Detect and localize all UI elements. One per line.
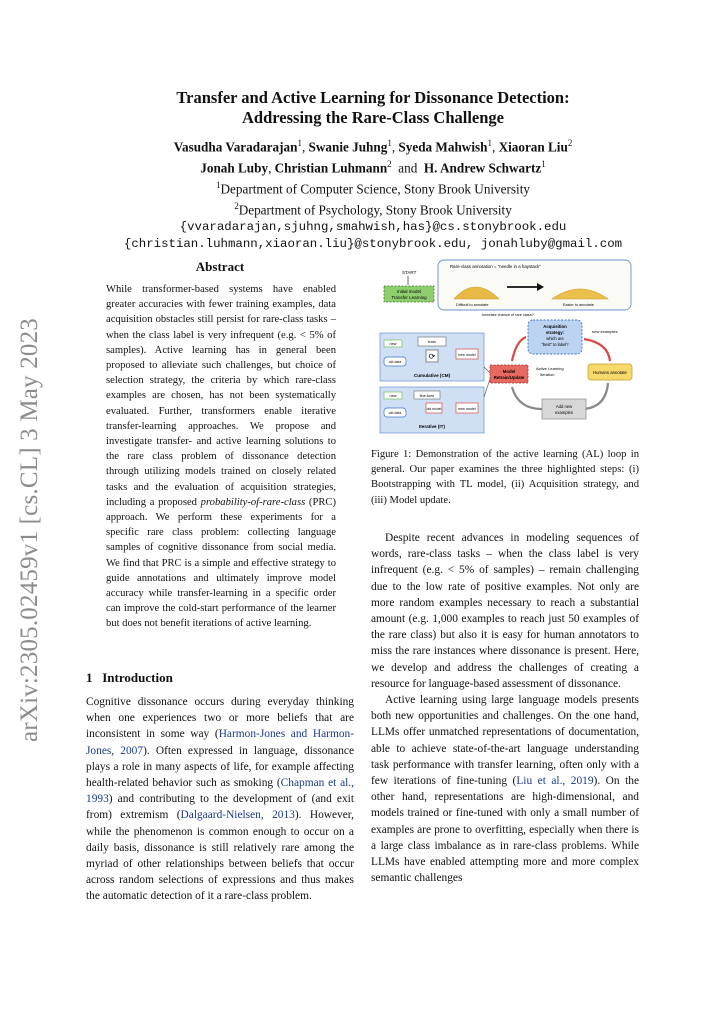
it-old-label: old data — [388, 411, 402, 415]
figure-caption: Figure 1: Demonstration of the active learning (AL) loop in general. Our paper examines the three highlighted steps: (i) Bootstrapping with TL model, (ii) Acquisition strategy, and (iii) Model update. — [371, 449, 639, 506]
arxiv-identifier: arXiv:2305.02459v1 [cs.CL] 3 May 2023 — [16, 317, 43, 743]
section-number: 1 — [86, 670, 93, 685]
author-name: Vasudha Varadarajan — [173, 139, 298, 155]
loop-arrow-top — [512, 337, 526, 361]
paper-title — [90, 88, 656, 128]
author-name: Swanie Juhng — [308, 139, 388, 155]
add-examples-box — [542, 399, 586, 419]
easier-label: Easier to annotate — [563, 303, 594, 307]
affiliation-2 — [70, 198, 676, 219]
author-name: H. Andrew Schwartz — [423, 160, 542, 176]
author-affil: 2 — [567, 138, 573, 148]
title-line-1: Transfer and Active Learning for Dissonance Detection: — [176, 88, 570, 107]
new-examples-label: new examples — [592, 329, 618, 334]
acq-label-4: “best” to label? — [541, 342, 569, 347]
abstract-heading: Abstract — [195, 259, 245, 274]
authors-line-2: Jonah Luby, Christian Luhmann$^2$ and H. Andrew Schwartz$^1$ — [200, 158, 546, 176]
cm-panel-label: Cumulative (CM) — [413, 373, 451, 378]
cm-refresh-glyph: ⟳ — [428, 352, 436, 361]
citation-link[interactable]: Dalgaard-Nielsen, 2013 — [180, 809, 295, 822]
citation-link[interactable]: Liu et al., 2019 — [516, 775, 594, 788]
acq-label-3: which are — [546, 336, 564, 341]
citation-link[interactable]: Harmon-Jones and Harmon-Jones, 2007 — [86, 728, 354, 757]
email: {christian.luhmann,xiaoran.liu}@stonybrook.edu, — [123, 237, 474, 252]
body-text: ). On the other hand, representations are high-dimensional, and models trained or fine-tuned with only a small number of examples are prone to overfitting, especially when there is a large class imbalance as in rare-class problems. While LLMs have enabled attempting more and more complex semantic challenges — [371, 775, 640, 885]
author-affil: 1 — [297, 138, 302, 148]
body-text: ). Often expressed in language, dissonance plays a role in many aspects of life, for example affecting health-related behavior such as smoking ( — [86, 744, 354, 790]
abstract-part: While transformer-based systems have enabled greater accuracies with fewer training examples, data acquisition obstacles still persist for rare-class tasks – when the class label is very infrequent (e.g. < 5% of samples). Active learning has in general been proposed to alleviate such challenges, but choice of selection strategy, the criteria by which rare-class examples are chosen, has not been systematically evaluated. Further, transformers enable iterative transfer-learning approaches. We propose and investigate transfer- and active learning solutions to the rare class problem of dissonance detection through utilizing models trained on closely related tasks and the evaluation of acquisition strategies, including a proposed — [106, 284, 336, 508]
affil-number: 1 — [216, 179, 221, 190]
add-new-label: Add new — [555, 404, 573, 409]
author-name: Jonah Luby — [200, 160, 269, 176]
introduction-paragraph — [86, 694, 354, 905]
body-text: ). However, while the phenomenon is common enough to occur on a daily basis, dissonance is still relatively rare among the myriad of other relationships between beliefs that occur across random selections of expressions and thus makes the automatic detection of it a rare-class problem. — [86, 809, 354, 903]
author-affil: 2 — [387, 158, 392, 169]
authors-line-1: Vasudha Varadarajan$^1$, Swanie Juhng$^1$, Syeda Mahwish$^1$, Xiaoran Liu$^2$ — [173, 138, 573, 155]
email-line-1: {vvaradarajan,sjuhng,smahwish,has}@cs.stonybrook.edu — [179, 219, 567, 234]
affil-text: Department of Psychology, Stony Brook University — [238, 202, 512, 218]
it-panel-label: Iterative (IT) — [418, 424, 446, 429]
paragraph — [371, 692, 639, 886]
author-name: Christian Luhmann — [274, 160, 388, 176]
loop-arrow-left — [512, 387, 542, 409]
loop-arrow-bottom — [584, 383, 608, 409]
paragraph: Despite recent advances in modeling sequences of words, rare-class tasks – when the class label is very infrequent (e.g. < 5% of samples) – remain challenging due to the low rate of positive examples. Not only are more random examples necessary to reach a substantial amount (e.g. 1,000 examples to reach just 50 examples of the rare class) but also it is easy for human annotators to miss the rare instances where dissonance is present. Here, we develop and address the challenges of creating a resource for language-based assessment of dissonance. — [371, 532, 639, 690]
author-affil: 1 — [487, 138, 492, 148]
author-affil: 1 — [541, 158, 546, 169]
abstract-italic: probability-of-rare-class — [200, 496, 306, 508]
abstract-text — [106, 282, 336, 632]
humans-annotate-label: Humans annotate — [593, 370, 627, 375]
body-text: Cognitive dissonance occurs during everyday thinking when one experiences two or more beliefs that are inconsistent in some way ( — [86, 696, 354, 741]
section-title: Introduction — [102, 670, 173, 685]
abstract-part: (PRC) approach. We perform these experiments for a specific rare class problem: collecting language samples of cognitive dissonance from social media. We find that PRC is a simple and effective strategy to guide annotations and ultimately improve model accuracy while transfer-learning in a specific order can improve the cold-start performance of the learner but does not benefit iterations of active learning. — [106, 496, 337, 630]
acq-label-1: Acquisition — [543, 324, 567, 329]
author-name: Syeda Mahwish — [398, 139, 488, 155]
cm-new-label: new — [389, 342, 397, 346]
author-block — [70, 135, 676, 254]
retrain-label: Retrain/Update — [493, 375, 525, 380]
iteration-label: Iteration — [540, 372, 555, 377]
increase-chance-label: Increase chance of rare class? — [482, 313, 534, 317]
body-text: Active learning using large language models presents both new opportunities and challenges. On the one hand, LLMs offer unmatched representations of documentation, able to achieve state-of-the-art language understanding task performance with transfer learning, often only with a few iterations of fine-tuning ( — [371, 694, 639, 788]
active-learning-label: Active Learning — [536, 366, 564, 371]
loop-arrow-right — [584, 339, 610, 361]
it-finetune-label: fine-tune — [419, 394, 435, 398]
citation-link[interactable]: Chapman et al., 1993 — [86, 777, 354, 806]
section-heading-introduction — [86, 670, 173, 686]
email: jonahluby@gmail.com — [480, 237, 623, 252]
active-learning-diagram — [372, 257, 640, 442]
banner-label: Rare-class annotation = “needle in a haystack” — [450, 264, 541, 269]
arxiv-sidebar — [10, 317, 50, 743]
transfer-learning-label: Transfer Learning — [391, 295, 427, 300]
it-new-label: new — [389, 394, 397, 398]
right-column-text — [371, 530, 639, 886]
cm-newmodel-label: new model — [458, 353, 476, 357]
affiliation-1 — [70, 177, 676, 198]
author-affil: 1 — [387, 138, 392, 148]
add-examples-label: examples — [555, 410, 573, 415]
cm-old-label: old data — [388, 360, 402, 364]
connector-it — [484, 379, 490, 397]
author-name: Xiaoran Liu — [498, 139, 568, 155]
affil-number: 2 — [234, 200, 239, 211]
email-line-2 — [70, 236, 676, 254]
acq-label-2: strategy: — [545, 330, 565, 335]
initial-model-label: Initial model — [396, 289, 422, 294]
title-line-2: Addressing the Rare-Class Challenge — [241, 108, 505, 127]
body-text: ) and contributing to the development of (and exit from) extremism ( — [86, 793, 354, 822]
model-label: Model — [502, 369, 516, 374]
and-word: and — [398, 160, 418, 176]
connector-cm — [484, 367, 490, 373]
figure-1 — [372, 257, 640, 442]
difficult-label: Difficult to annotate — [456, 303, 489, 307]
cm-train-label: train — [428, 339, 436, 344]
model-retrain-box — [490, 365, 528, 383]
affil-text: Department of Computer Science, Stony Brook University — [220, 181, 530, 197]
start-label: START — [402, 270, 417, 275]
it-newmodel-label: new model — [458, 407, 476, 411]
it-oldmodel-label: old model — [426, 407, 442, 411]
